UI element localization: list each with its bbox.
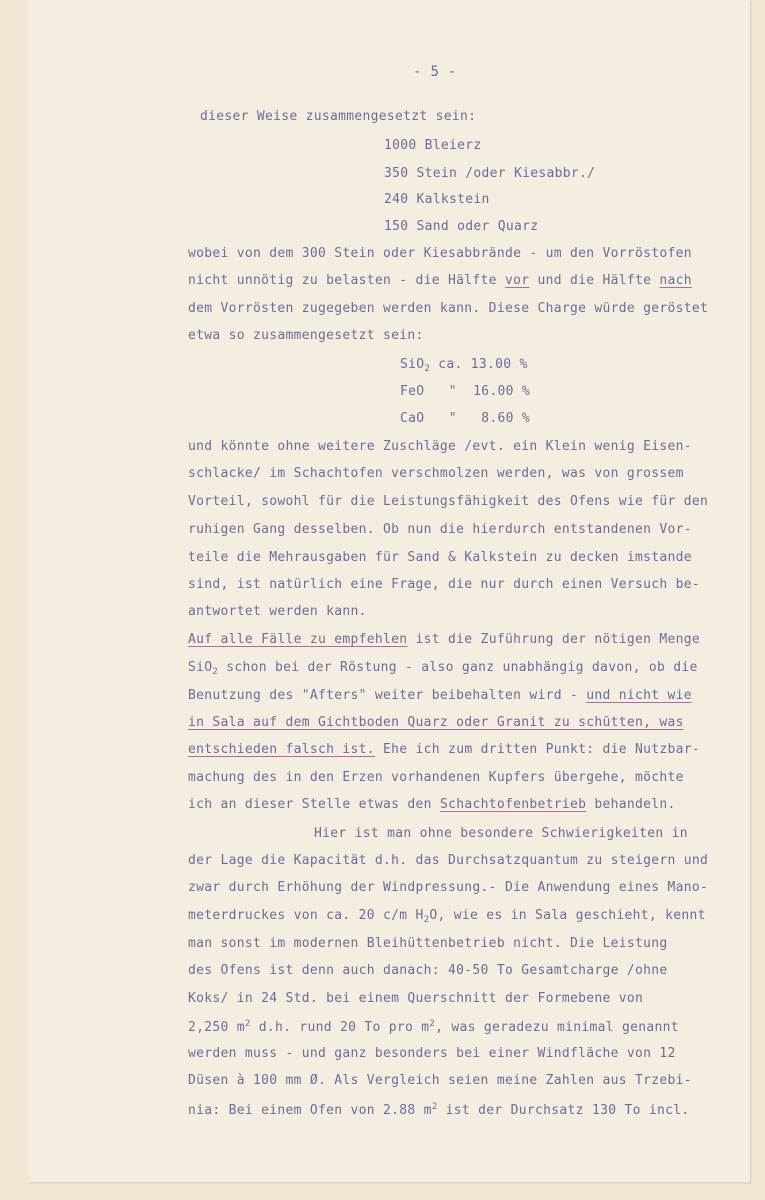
text-line: ruhigen Gang desselben. Ob nun die hierdurch entstandenen Vor- <box>188 522 692 537</box>
text-line: wobei von dem 300 Stein oder Kiesabbrände - um den Vorröstofen <box>188 246 692 261</box>
text-line: Vorteil, sowohl für die Leistungsfähigkeit des Ofens wie für den <box>188 494 709 509</box>
text-line <box>188 715 684 730</box>
text-line: man sonst im modernen Bleihüttenbetrieb nicht. Die Leistung <box>188 936 668 951</box>
text-line: werden muss - und ganz besonders bei einer Windfläche von 12 <box>188 1046 676 1061</box>
charge-list-item: 350 Stein /oder Kiesabbr./ <box>384 166 596 181</box>
underlined-word: nach <box>659 273 692 288</box>
underlined-phrase: in Sala auf dem Gichtboden Quarz oder Granit zu schütten, was <box>188 715 684 730</box>
composition-cao: CaO " 8.60 % <box>400 411 531 426</box>
text-line: dem Vorrösten zugegeben werden kann. Diese Charge würde geröstet <box>188 301 709 316</box>
text-line: machung des in den Erzen vorhandenen Kupfers übergehe, möchte <box>188 770 684 785</box>
text-line: Koks/ in 24 Std. bei einem Querschnitt der Formebene von <box>188 991 644 1006</box>
composition-feo: FeO " 16.00 % <box>400 384 531 399</box>
text-line: nicht unnötig zu belasten - die Hälfte vor und die Hälfte nach <box>188 273 692 288</box>
text-line: etwa so zusammengesetzt sein: <box>188 328 424 343</box>
composition-sio2: SiO$_2$ ca. 13.00 % <box>400 357 528 374</box>
text-line: 2,250 $m^2$ d.h. rund 20 To pro $m^2$, was geradezu minimal genannt <box>188 1019 679 1035</box>
charge-list-item: 150 Sand oder Quarz <box>384 219 539 234</box>
text-line: SiO$_2$ schon bei der Röstung - also ganz unabhängig davon, ob die <box>188 660 698 677</box>
text-line: Auf alle Fälle zu empfehlen ist die Zuführung der nötigen Menge <box>188 632 700 647</box>
underlined-word: Schachtofenbetrieb <box>439 797 587 812</box>
text-line: sind, ist natürlich eine Frage, die nur durch einen Versuch be- <box>188 577 700 592</box>
page-number: - 5 - <box>413 64 457 80</box>
charge-list-item: 1000 Bleierz <box>384 138 482 153</box>
charge-list-item: 240 Kalkstein <box>384 192 490 207</box>
text-line: entschieden falsch ist. Ehe ich zum dritten Punkt: die Nutzbar- <box>188 742 700 757</box>
underlined-phrase: entschieden falsch ist. <box>188 742 375 757</box>
text-line: zwar durch Erhöhung der Windpressung.- Die Anwendung eines Mano- <box>188 880 709 895</box>
text-line: schlacke/ im Schachtofen verschmolzen werden, was von grossem <box>188 466 684 481</box>
text-line: nia: Bei einem Ofen von 2.88 $m^2$ ist der Durchsatz 130 To incl. <box>188 1102 690 1118</box>
text-line: ich an dieser Stelle etwas den Schachtofenbetrieb behandeln. <box>188 797 676 812</box>
underlined-phrase: Auf alle Fälle zu empfehlen <box>188 632 408 647</box>
text-line: teile die Mehrausgaben für Sand & Kalkstein zu decken imstande <box>188 550 692 565</box>
underlined-phrase: und nicht wie <box>586 688 692 703</box>
text-line: Hier ist man ohne besondere Schwierigkeiten in <box>314 826 688 841</box>
text-line: des Ofens ist denn auch danach: 40-50 To Gesamtcharge /ohne <box>188 963 668 978</box>
underlined-word: vor <box>504 273 530 288</box>
text-line: dieser Weise zusammengesetzt sein: <box>200 109 477 124</box>
text-line: der Lage die Kapacität d.h. das Durchsatzquantum zu steigern und <box>188 853 709 868</box>
text-line: Düsen à 100 mm Ø. Als Vergleich seien meine Zahlen aus Trzebi- <box>188 1073 692 1088</box>
text-line: meterdruckes von ca. 20 c/m $H_2O$, wie es in Sala geschieht, kennt <box>188 908 706 925</box>
text-line: antwortet werden kann. <box>188 604 367 619</box>
text-line: und könnte ohne weitere Zuschläge /evt. ein Klein wenig Eisen- <box>188 439 692 454</box>
text-line: Benutzung des "Afters" weiter beibehalten wird - und nicht wie <box>188 688 692 703</box>
